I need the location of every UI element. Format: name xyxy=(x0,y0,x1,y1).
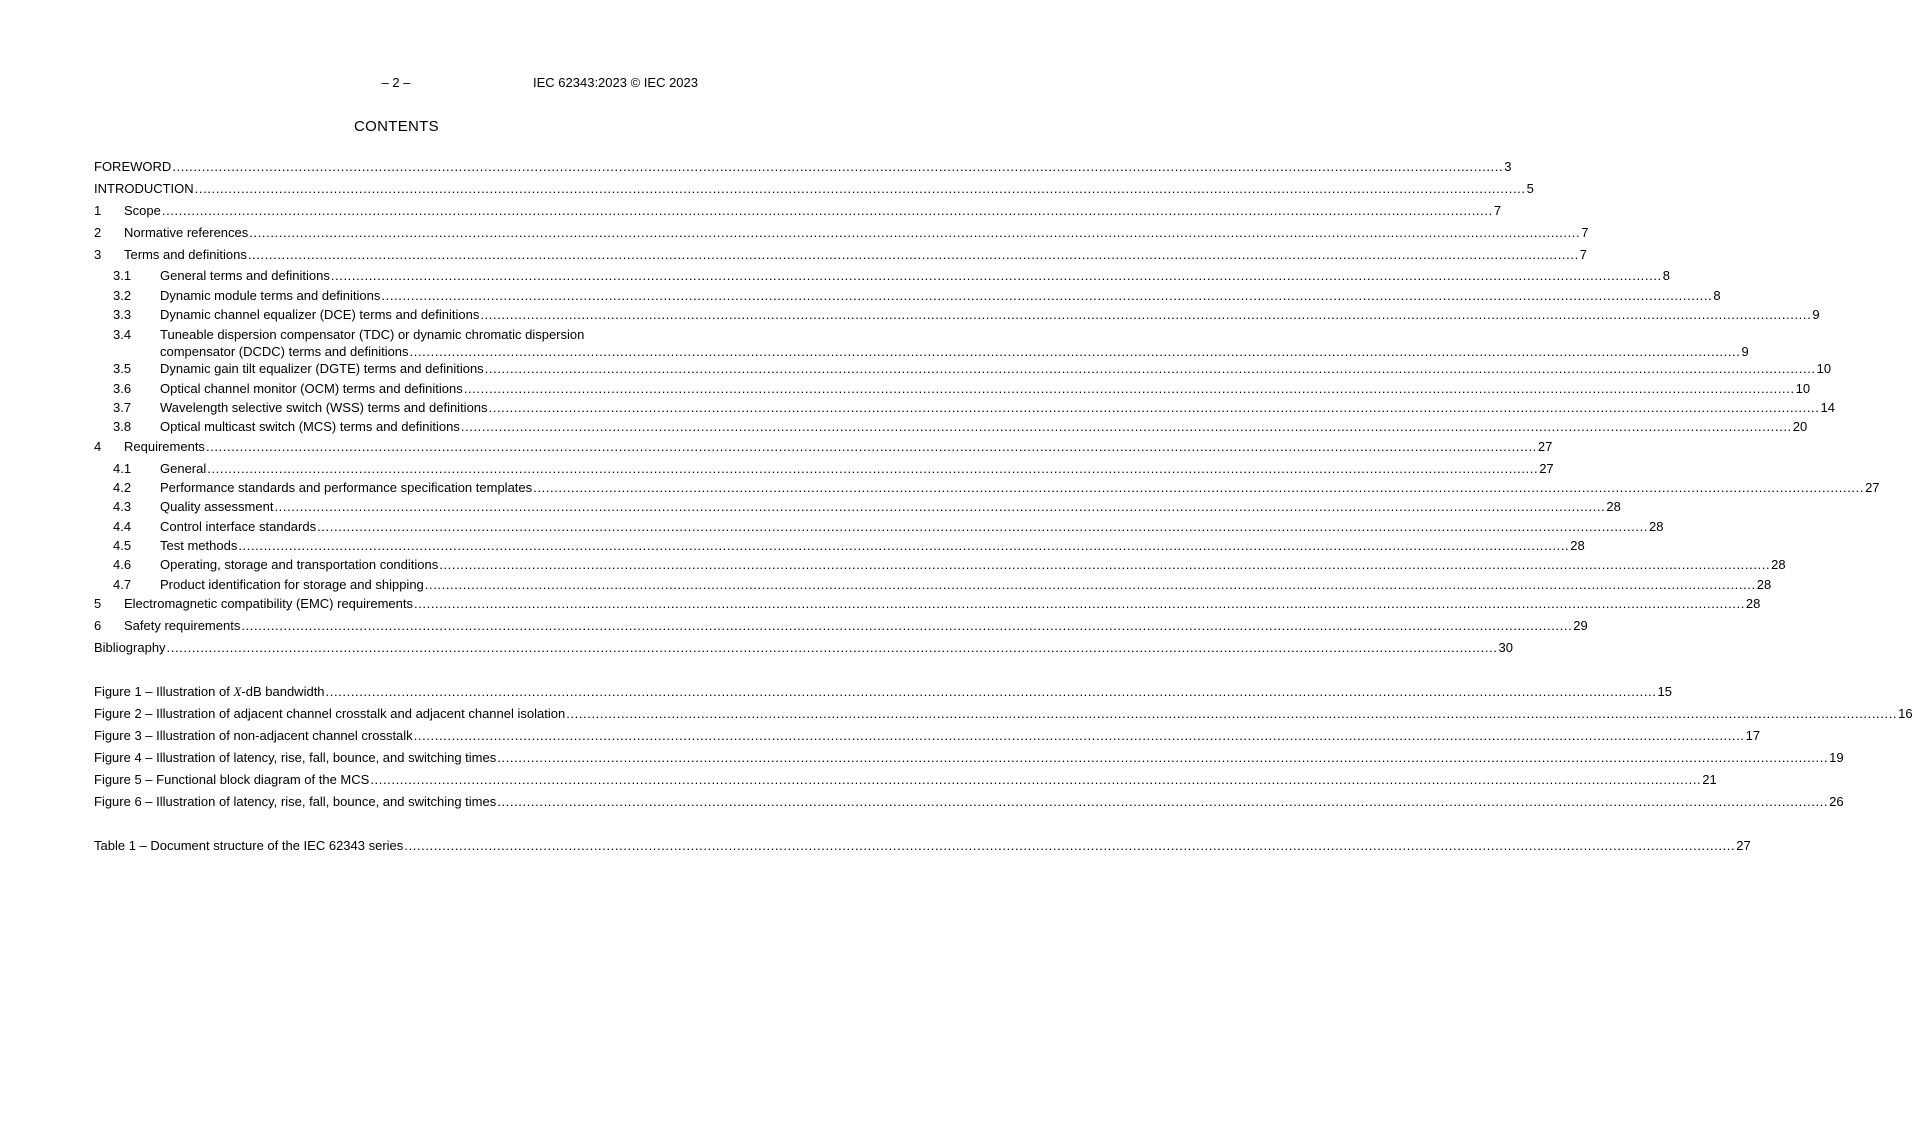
toc-label: Control interface standards xyxy=(160,519,317,534)
toc-label: Optical channel monitor (OCM) terms and definitions xyxy=(160,381,463,396)
toc-label: INTRODUCTION xyxy=(94,181,194,196)
toc-entry-bibliography[interactable] xyxy=(94,639,1513,656)
toc-number: 3 xyxy=(94,247,102,262)
figure-entry-6[interactable] xyxy=(94,793,1844,810)
figure-label-pre: Figure 1 – Illustration of xyxy=(94,684,234,699)
toc-number: 3.6 xyxy=(113,381,132,396)
toc-label: Product identification for storage and shipping xyxy=(160,577,424,592)
toc-label: General xyxy=(160,461,207,476)
toc-number: 3.4 xyxy=(113,327,132,342)
toc-entry-4-2[interactable] xyxy=(94,479,1880,496)
toc-page: 3 xyxy=(1504,159,1512,174)
figure-label: Figure 6 – Illustration of latency, rise, fall, bounce, and switching times xyxy=(94,794,497,809)
toc-label-line2: compensator (DCDC) terms and definitions xyxy=(160,344,409,359)
toc-number: 4.1 xyxy=(113,461,132,476)
toc-page: 9 xyxy=(1741,344,1749,359)
toc-page: 28 xyxy=(1606,499,1621,514)
toc-label: Optical multicast switch (MCS) terms and definitions xyxy=(160,419,460,434)
toc-page: 5 xyxy=(1526,181,1534,196)
toc-number: 4 xyxy=(94,439,102,454)
toc-number: 2 xyxy=(94,225,102,240)
toc-entry-3-3[interactable] xyxy=(94,306,1820,323)
figure-label: Figure 3 – Illustration of non-adjacent channel crosstalk xyxy=(94,728,413,743)
toc-label-line1: Tuneable dispersion compensator (TDC) or dynamic chromatic dispersion xyxy=(160,327,585,342)
toc-page: 27 xyxy=(1865,480,1880,495)
toc-page: 27 xyxy=(1537,439,1553,454)
toc-label: Bibliography xyxy=(94,640,166,655)
toc-page: 28 xyxy=(1649,519,1664,534)
toc-label: Electromagnetic compatibility (EMC) requirements xyxy=(124,596,413,611)
figure-entry-1[interactable] xyxy=(94,683,1672,700)
figure-page: 17 xyxy=(1745,728,1761,743)
toc-label: Dynamic gain tilt equalizer (DGTE) terms and definitions xyxy=(160,361,484,376)
toc-entry-3-8[interactable] xyxy=(94,418,1808,435)
toc-page: 9 xyxy=(1812,307,1820,322)
toc-label: Quality assessment xyxy=(160,499,274,514)
toc-entry-4-1[interactable] xyxy=(94,460,1554,477)
figure-label: Figure 2 – Illustration of adjacent channel crosstalk and adjacent channel isolation xyxy=(94,706,566,721)
toc-number: 5 xyxy=(94,596,102,611)
figure-entry-4[interactable] xyxy=(94,749,1844,766)
toc-page: 8 xyxy=(1662,268,1670,283)
toc-label: Dynamic channel equalizer (DCE) terms and definitions xyxy=(160,307,480,322)
toc-entry-4-4[interactable] xyxy=(94,518,1664,535)
toc-page: 14 xyxy=(1820,400,1835,415)
figure-label-post: -dB bandwidth xyxy=(241,684,325,699)
toc-number: 1 xyxy=(94,203,102,218)
figure-label: Figure 5 – Functional block diagram of the MCS xyxy=(94,772,370,787)
toc-number: 4.4 xyxy=(113,519,132,534)
toc-number: 3.3 xyxy=(113,307,132,322)
toc-entry-3-2[interactable] xyxy=(94,287,1721,304)
toc-label: Safety requirements xyxy=(124,618,241,633)
toc-number: 4.5 xyxy=(113,538,132,553)
toc-page: 28 xyxy=(1756,577,1772,592)
figure-page: 16 xyxy=(1898,706,1913,721)
figure-label: Figure 4 – Illustration of latency, rise, fall, bounce, and switching times xyxy=(94,750,497,765)
toc-entry-2[interactable] xyxy=(94,224,1589,241)
toc-entry-5[interactable] xyxy=(94,595,1761,612)
toc-label: Wavelength selective switch (WSS) terms and definitions xyxy=(160,400,488,415)
toc-page: 29 xyxy=(1573,618,1588,633)
toc-page: 7 xyxy=(1579,247,1588,262)
toc-page: 28 xyxy=(1570,538,1585,553)
figure-page: 21 xyxy=(1702,772,1717,787)
toc-page: 27 xyxy=(1539,461,1554,476)
toc-entry-3-5[interactable] xyxy=(94,360,1832,377)
toc-entry-4-7[interactable] xyxy=(94,576,1772,593)
toc-entry-3-7[interactable] xyxy=(94,399,1835,416)
toc-page: 30 xyxy=(1498,640,1513,655)
toc-label: Test methods xyxy=(160,538,238,553)
toc-label: Dynamic module terms and definitions xyxy=(160,288,381,303)
toc-number: 3.5 xyxy=(113,361,132,376)
toc-page: 10 xyxy=(1816,361,1832,376)
figure-page: 26 xyxy=(1829,794,1844,809)
toc-entry-3-6[interactable] xyxy=(94,380,1811,397)
table-page: 27 xyxy=(1736,838,1751,853)
toc-entry-3[interactable] xyxy=(94,246,1588,263)
toc-entry-4[interactable] xyxy=(94,438,1553,455)
table-label: Table 1 – Document structure of the IEC 62343 series xyxy=(94,838,404,853)
figure-entry-3[interactable] xyxy=(94,727,1761,744)
toc-label: FOREWORD xyxy=(94,159,172,174)
toc-page: 10 xyxy=(1795,381,1811,396)
toc-entry-3-1[interactable] xyxy=(94,267,1670,284)
figure-entry-2[interactable] xyxy=(94,705,1913,722)
toc-page: 7 xyxy=(1581,225,1589,240)
figure-label-x: X xyxy=(233,684,242,699)
toc-label: General terms and definitions xyxy=(160,268,330,283)
toc-entry-4-6[interactable] xyxy=(94,556,1786,573)
toc-page: 28 xyxy=(1745,596,1761,611)
toc-label: Normative references xyxy=(124,225,249,240)
toc-page: 8 xyxy=(1713,288,1721,303)
toc-entry-3-4[interactable] xyxy=(94,326,1749,360)
toc-entry-1[interactable] xyxy=(94,202,1502,219)
figure-page: 19 xyxy=(1829,750,1844,765)
toc-number: 4.7 xyxy=(113,577,132,592)
toc-entry-4-5[interactable] xyxy=(94,537,1585,554)
toc-page: 7 xyxy=(1493,203,1502,218)
toc-number: 3.8 xyxy=(113,419,132,434)
toc-number: 3.1 xyxy=(113,268,132,283)
toc-entry-4-3[interactable] xyxy=(94,498,1621,515)
figure-page: 15 xyxy=(1657,684,1672,699)
toc-label: Performance standards and performance specification templates xyxy=(160,480,533,495)
figure-entry-5[interactable] xyxy=(94,771,1717,788)
toc-number: 4.2 xyxy=(113,480,132,495)
toc-label: Terms and definitions xyxy=(124,247,247,262)
toc-entry-6[interactable] xyxy=(94,617,1588,634)
toc-page: 28 xyxy=(1771,557,1786,572)
page-header xyxy=(94,75,698,93)
toc-number: 3.2 xyxy=(113,288,132,303)
toc-number: 3.7 xyxy=(113,400,132,415)
contents-title: CONTENTS xyxy=(354,118,439,135)
toc-label: Operating, storage and transportation conditions xyxy=(160,557,439,572)
toc-page: 20 xyxy=(1792,419,1808,434)
figure-label xyxy=(94,683,325,700)
page-number: – 2 – xyxy=(381,75,411,90)
toc-entry-introduction[interactable] xyxy=(94,180,1534,197)
toc-label: Scope xyxy=(124,203,161,218)
table-entry-1[interactable] xyxy=(94,837,1751,854)
document-id: IEC 62343:2023 © IEC 2023 xyxy=(533,75,698,90)
toc-number: 4.3 xyxy=(113,499,132,514)
toc-number: 4.6 xyxy=(113,557,132,572)
toc-label: Requirements xyxy=(124,439,205,454)
toc-entry-foreword[interactable] xyxy=(94,158,1512,175)
toc-number: 6 xyxy=(94,618,102,633)
